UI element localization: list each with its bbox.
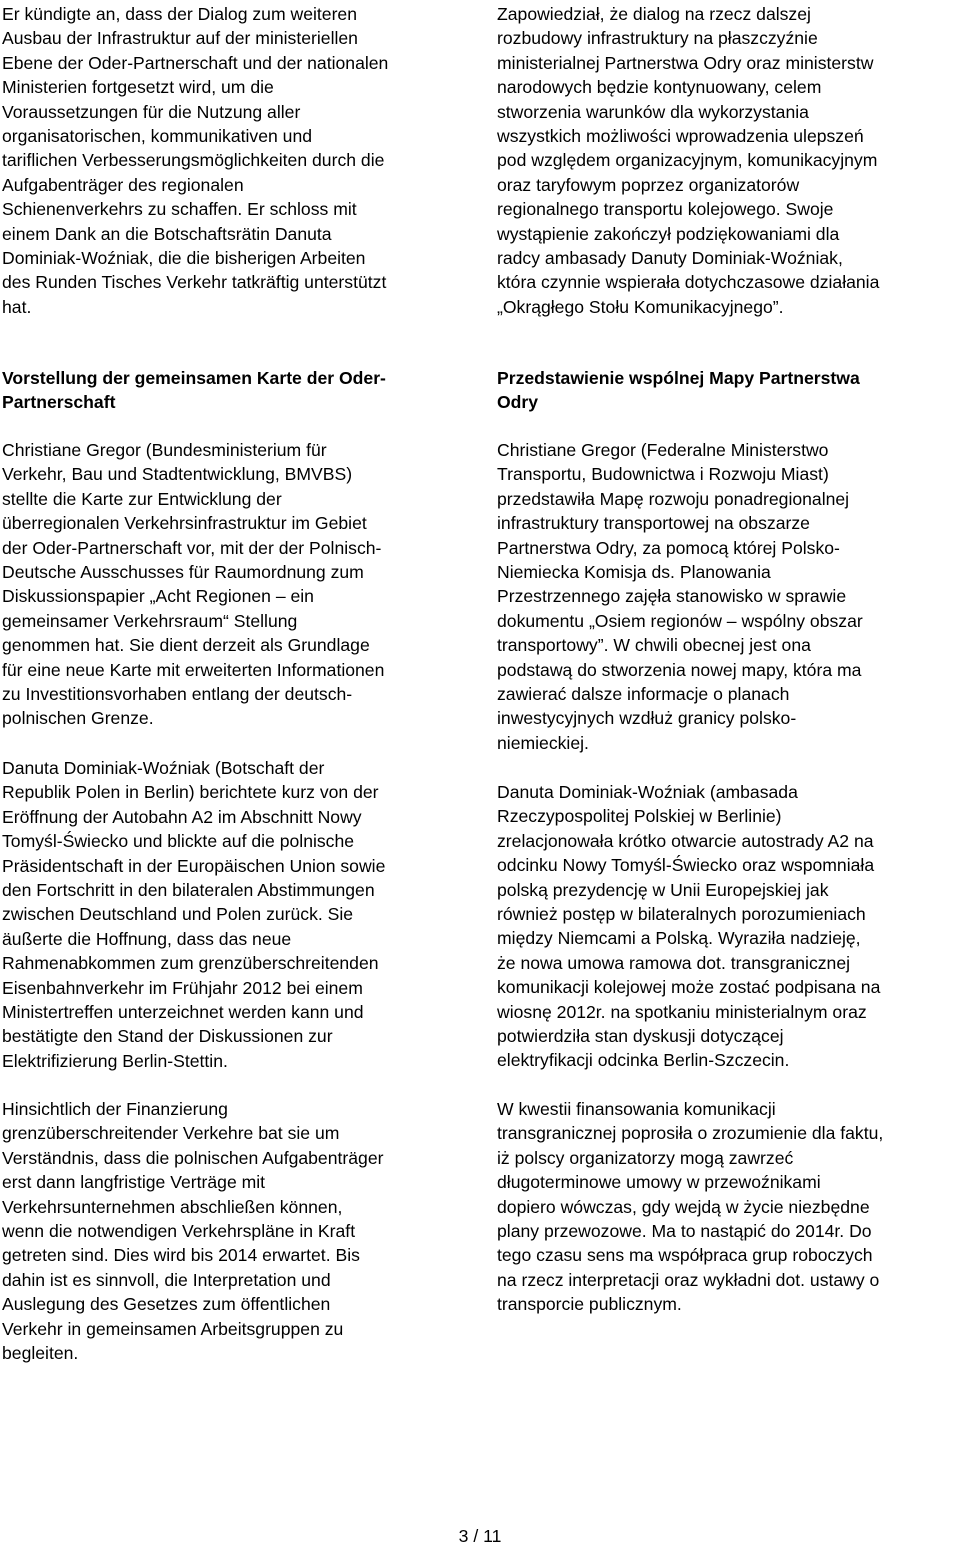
polish-paragraph-embassy: Danuta Dominiak-Woźniak (ambasada Rzeczypospolitej Polskiej w Berlinie) zrelacjonowała krótko otwarcie autostrady A2 na odcinku Nowy Tomyśl-Świecko oraz wspomniała polską prezydencję w Unii Europejskiej jak również postęp w bilateralnych porozumieniach między Niemcami a Polską. Wyraziła nadzieję, że nowa umowa ramowa dot. transgranicznej komunikacji kolejowej może zostać podpisana na wiosnę 2012r. na spotkaniu ministerialnym oraz potwierdziła stan dyskusji dotyczącej elektryfikacji odcinka Berlin-Szczecin. xyxy=(497,782,881,1071)
polish-paragraph-map: Christiane Gregor (Federalne Ministerstwo Transportu, Budownictwa i Rozwoju Miast) przedstawiła Mapę rozwoju ponadregionalnej infrastruktury transportowej na obszarze Partnerstwa Odry, za pomocą której Polsko- Niemiecka Komisja ds. Planowania Przestrzennego zajęła stanowisko w sprawie dokumentu „Osiem regionów – wspólny obszar transportowy”. W chwili obecnej jest ona podstawą do stworzenia nowej mapy, która ma zawierać dalsze informacje o planach inwestycyjnych wzdłuż granicy polsko- niemieckiej. xyxy=(497,440,863,753)
german-paragraph-embassy: Danuta Dominiak-Woźniak (Botschaft der Republik Polen in Berlin) berichtete kurz von der Eröffnung der Autobahn A2 im Abschnitt Nowy Tomyśl-Świecko und blickte auf die polnische Präsidentschaft in der Europäischen Union sowie den Fortschritt in den bilateralen Abstimmungen zwischen Deutschland und Polen zurück. Sie äußerte die Hoffnung, dass das neue Rahmenabkommen zum grenzüberschreitenden Eisenbahnverkehr im Frühjahr 2012 bei einem Ministertreffen unterzeichnet werden kann und bestätigte den Stand der Diskussionen zur Elektrifizierung Berlin-Stettin. xyxy=(2,758,386,1071)
german-paragraph-map: Christiane Gregor (Bundesministerium für Verkehr, Bau und Stadtentwicklung, BMVBS) stellte die Karte zur Entwicklung der überregionalen Verkehrsinfrastruktur im Gebiet der Oder-Partnerschaft vor, mit der der Polnisch- Deutsche Ausschusses für Raumordnung zum Diskussionspapier „Acht Regionen – ein gemeinsamer Verkehrsraum“ Stellung genommen hat. Sie dient derzeit als Grundlage für eine neue Karte mit erweiterten Informationen zu Investitionsvorhaben entlang der deutsch- polnischen Grenze. xyxy=(2,440,385,729)
german-paragraph-financing: Hinsichtlich der Finanzierung grenzüberschreitender Verkehre bat sie um Verständnis, dass die polnischen Aufgabenträger erst dann langfristige Verträge mit Verkehrsunternehmen abschließen können, wenn die notwendigen Verkehrspläne in Kraft getreten sind. Dies wird bis 2014 erwartet. Bis dahin ist es sinnvoll, die Interpretation und Auslegung des Gesetzes zum öffentlichen Verkehr in gemeinsamen Arbeitsgruppen zu begleiten. xyxy=(2,1099,384,1364)
german-intro-paragraph: Er kündigte an, dass der Dialog zum weiteren Ausbau der Infrastruktur auf der ministeriellen Ebene der Oder-Partnerschaft und der nationalen Ministerien fortgesetzt wird, um die Voraussetzungen für die Nutzung aller organisatorischen, kommunikativen und tariflichen Verbesserungsmöglichkeiten durch die Aufgabenträger des regionalen Schienenverkehrs zu schaffen. Er schloss mit einem Dank an die Botschaftsrätin Danuta Dominiak-Woźniak, die die bisherigen Arbeiten des Runden Tisches Verkehr tatkräftig unterstützt hat. xyxy=(2,4,389,317)
polish-intro-paragraph: Zapowiedział, że dialog na rzecz dalszej rozbudowy infrastruktury na płaszczyźnie ministerialnej Partnerstwa Odry oraz ministerstw narodowych będzie kontynuowany, celem stworzenia warunków dla wykorzystania wszystkich możliwości wprowadzenia ulepszeń pod względem organizacyjnym, komunikacyjnym oraz taryfowym poprzez organizatorów regionalnego transportu kolejowego. Swoje wystąpienie zakończył podziękowaniami dla radcy ambasady Danuty Dominiak-Woźniak, która czynnie wspierała dotychczasowe działania „Okrągłego Stołu Komunikacyjnego”. xyxy=(497,4,880,317)
page-number: 3 / 11 xyxy=(458,1526,502,1546)
polish-paragraph-financing: W kwestii finansowania komunikacji transgranicznej poprosiła o zrozumienie dla faktu, iż polscy organizatorzy mogą zawrzeć długoterminowe umowy w przewoźnikami dopiero wówczas, gdy wejdą w życie niezbędne plany przewozowe. Ma to nastąpić do 2014r. Do tego czasu sens ma współpraca grup roboczych na rzecz interpretacji oraz wykładni dot. ustawy o transporcie publicznym. xyxy=(497,1099,884,1315)
polish-section-heading: Przedstawienie wspólnej Mapy Partnerstwa Odry xyxy=(497,368,860,413)
german-section-heading: Vorstellung der gemeinsamen Karte der Oder- Partnerschaft xyxy=(2,368,386,413)
